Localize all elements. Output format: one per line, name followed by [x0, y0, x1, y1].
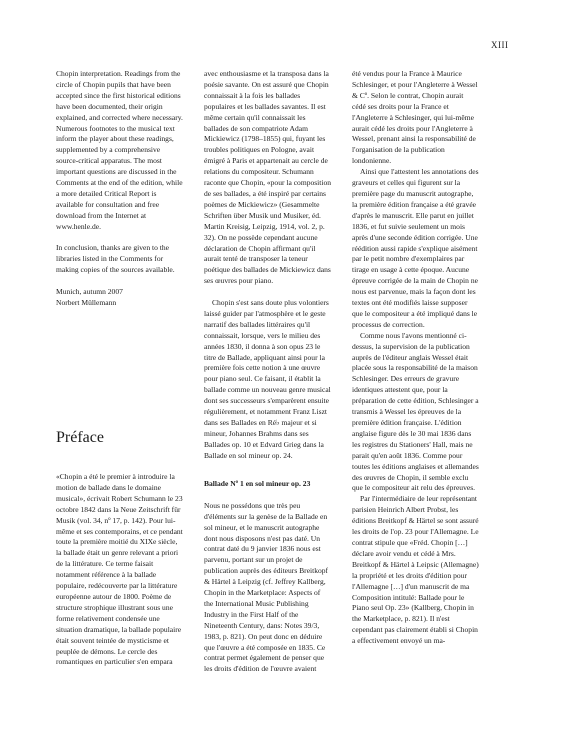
section-heading: Préface: [56, 429, 104, 446]
preface-paragraph-2: avec enthousiasme et la transposa dans la poésie savante. On est assuré que Chopin connaissait à la fois les ballades populaires et les ballades savantes. Il est même certain qu'il connaissait les ballades de son compatriote Adam Mickiewicz (1798–1855) qui, fuyant les troubles politiques en Pologne, avait émigré à Paris et appartenait au cercle de relations du compositeur. Schumann raconte que Chopin, «pour la composition de ses ballades, a été inspiré par certains poèmes de Mickiewicz» (Gesammelte Schriften über Musik und Musiker, éd. Martin Kreisig, Leipzig, 1914, vol. 2, p. 32). On ne possède cependant aucune déclaration de Chopin affirmant qu'il aurait tenté de transposer la teneur poétique des ballades de Mickiewicz dans ses œuvres pour piano.: [204, 69, 332, 286]
english-paragraph-2: In conclusion, thanks are given to the libraries listed in the Comments for making copies of the sources available.: [56, 243, 175, 275]
english-text-column: [56, 69, 183, 309]
col3-paragraph-1: été vendus pour la France à Maurice Schlesinger, et pour l'Angleterre à Wessel & Cº. Selon le contrat, Chopin aurait cédé ses droits pour la France et l'Angleterre à Schlesinger, qui lui-même aurait cédé les droits pour l'Angleterre à Wessel, prenant ainsi la responsabilité de l'organisation de la publication londonienne.: [352, 69, 478, 166]
preface-column-2: [204, 69, 331, 473]
ballade-section: [204, 479, 331, 686]
signature-name: Norbert Müllemann: [56, 298, 117, 307]
preface-paragraph-1: «Chopin a été le premier à introduire la motion de ballade dans le domaine musical», écrivait Robert Schumann le 23 octobre 1842 dans la Neue Zeitschrift für Musik (vol. 34, nº 17, p. 142). Pour lui-même et ses contemporains, et ce pendant toute la première moitié du XIXe siècle, la ballade était un genre relevant a priori de la littérature. Ce terme faisait notamment référence à la ballade populaire, redécouverte par la littérature européenne autour de 1800. Poème de structure strophique illustrant sous une forme relativement condensée une situation dramatique, la ballade populaire était souvent teintée de mysticisme et peuplée de démons. Le cercle des romantiques en particulier s'en empara: [56, 472, 183, 667]
ballade-subheading: Ballade Nº 1 en sol mineur op. 23: [204, 479, 311, 488]
col3-paragraph-4: Par l'intermédiaire de leur représentant parisien Heinrich Albert Probst, les éditions Breitkopf & Härtel se sont assuré les droits de l'op. 23 pour l'Allemagne. Le contrat stipule que «Fréd. Chopin […] déclare avoir vendu et cédé à Mrs. Breitkopf & Härtel à Leipsic (Allemagne) la propriété et les droits d'édition pour l'Allemagne […] d'un manuscrit de ma Composition intitulé: Ballade pour le Piano seul Op. 23» (Kallberg, Chopin in the Marketplace, p. 821). Il n'est cependant pas clairement établi si Chopin a effectivement envoyé un ma-: [352, 494, 479, 646]
ballade-paragraph: Nous ne possédons que très peu d'éléments sur la genèse de la Ballade en sol mineur, et le manuscrit autographe dont nous disposons n'est pas daté. Un contrat daté du 9 janvier 1836 nous est parvenu, portant sur un projet de publication auprès des éditeurs Breitkopf & Härtel à Leipzig (cf. Jeffrey Kallberg, Chopin in the Marketplace: Aspects of the International Music Publishing Industry in the First Half of the Nineteenth Century, dans: Notes 39/3, 1983, p. 821). On peut donc en déduire que l'œuvre a été composée en 1835. Ce contrat permet également de penser que les droits d'édition de l'œuvre avaient: [204, 500, 329, 674]
preface-column-3: [352, 69, 479, 647]
page-number: XIII: [491, 40, 509, 50]
preface-paragraph-3: Chopin s'est sans doute plus volontiers laissé guider par l'atmosphère et le geste narratif des ballades littéraires qu'il connaissait, lorsque, vers le milieu des années 1830, il donna à son opus 23 le titre de Ballade, appliquant ainsi pour la première fois cette notion à une œuvre pour piano seul. Ce faisant, il établit la ballade comme un nouveau genre musical dont ses successeurs s'emparèrent ensuite régulièrement, et notamment Franz Liszt dans ses Ballades en Ré♭ majeur et si mineur, Johannes Brahms dans ses Ballades op. 10 et Edvard Grieg dans la Ballade en sol mineur op. 24.: [204, 298, 331, 460]
col3-paragraph-2: Ainsi que l'attestent les annotations des graveurs et celles qui figurent sur la première page du manuscrit autographe, la première édition française a été gravée d'après le manuscrit. Elle parut en juillet 1836, et fut suivie seulement un mois après d'une seconde édition corrigée. Une réédition aussi rapide s'explique aisément par le petit nombre d'exemplaires par tirage en usage à cette époque. Aucune épreuve corrigée de la main de Chopin ne nous est parvenue, mais la façon dont les textes ont été modifiés laisse supposer que le compositeur a été impliqué dans le processus de correction.: [352, 167, 479, 329]
english-paragraph-1: Chopin interpretation. Readings from the circle of Chopin pupils that have been accepted since the first historical editions have been documented, their origin explained, and corrected where necessary. Numerous footnotes to the musical text inform the player about these readings, supplemented by a comprehensive source-critical apparatus. The most important questions are discussed in the Comments at the end of the edition, while a more detailed Critical Report is available for consultation and free download from the Internet at www.henle.de.: [56, 69, 183, 231]
signature-place-date: Munich, autumn 2007: [56, 287, 123, 297]
col3-paragraph-3: Comme nous l'avons mentionné ci-dessus, la supervision de la publication auprès de l'éditeur anglais Wessel était placée sous la responsabilité de la maison Schlesinger. Des erreurs de gravure identiques attestent que, pour la préparation de cette édition, Schlesinger a transmis à Wessel les épreuves de la première édition française. L'édition anglaise figure dès le 30 mai 1836 dans les registres du Stationers' Hall, mais ne parait qu'en août 1836. Comme pour toutes les éditions anglaises et allemandes des œuvres de Chopin, il semble exclu que le compositeur ait relu des épreuves.: [352, 330, 479, 493]
preface-column-1: [56, 472, 183, 679]
